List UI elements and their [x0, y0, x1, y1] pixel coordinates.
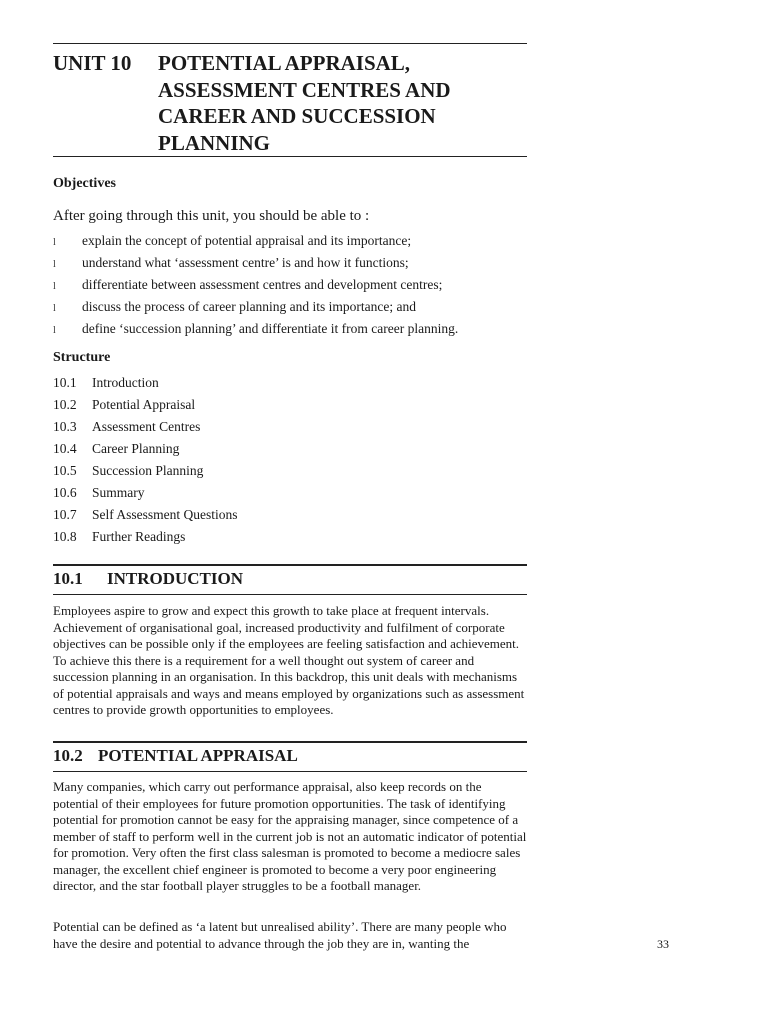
- structure-heading: Structure: [53, 350, 111, 365]
- list-item: l differentiate between assessment centres and development centres;: [53, 276, 527, 298]
- unit-header: [53, 43, 527, 157]
- unit-title: POTENTIAL APPRAISAL, ASSESSMENT CENTRES AND CAREER AND SUCCESSION PLANNING: [158, 51, 451, 155]
- bullet-icon: l: [53, 281, 56, 292]
- list-item: l define ‘succession planning’ and differentiate it from career planning.: [53, 320, 527, 342]
- introduction-paragraph: Employees aspire to grow and expect this growth to take place at frequent intervals. Achievement of organisational goal, increased productivity and fulfilment of corporate objectives can be possible only if the employees are feeling satisfaction and achievement. To achieve this there is a requirement for a well thought out system of career and succession planning in an organisation. In this backdrop, this unit deals with mechanisms of potential appraisals and ways and means employed by organizations such as assessment centres to provide growth opportunities to employees.: [53, 603, 525, 717]
- structure-item: 10.8 Further Readings: [53, 529, 186, 544]
- structure-item: 10.1 Introduction: [53, 375, 159, 390]
- bullet-icon: l: [53, 325, 56, 336]
- objectives-heading: Objectives: [53, 176, 116, 191]
- list-item: l explain the concept of potential appraisal and its importance;: [53, 232, 527, 254]
- bullet-icon: l: [53, 303, 56, 314]
- structure-item: 10.4 Career Planning: [53, 441, 180, 456]
- section-heading-introduction: 10.1 INTRODUCTION: [53, 564, 527, 595]
- list-item: l understand what ‘assessment centre’ is and how it functions;: [53, 254, 527, 276]
- structure-item: 10.3 Assessment Centres: [53, 419, 201, 434]
- list-item: l discuss the process of career planning and its importance; and: [53, 298, 527, 320]
- objectives-list: [53, 232, 527, 342]
- unit-number: UNIT 10: [53, 51, 132, 75]
- objectives-intro: After going through this unit, you should be able to :: [53, 208, 370, 224]
- potential-definition-paragraph: Potential can be defined as ‘a latent but unrealised ability’. There are many people who have the desire and potential to advance through the job they are in, wanting the: [53, 919, 507, 951]
- structure-item: 10.6 Summary: [53, 485, 145, 500]
- potential-appraisal-paragraph: Many companies, which carry out performance appraisal, also keep records on the potential of their employees for future promotion opportunities. The task of identifying potential for promotion cannot be easy for the appraising manager, since competence of a member of staff to perform well in the current job is not an automatic indicator of potential for promotion. Very often the first class salesman is promoted to become a mediocre sales manager, the excellent chief engineer is promoted to become a very poor engineering director, and the star football player struggles to be a football manager.: [53, 779, 527, 893]
- bullet-icon: l: [53, 237, 56, 248]
- bullet-icon: l: [53, 259, 56, 270]
- structure-item: 10.5 Succession Planning: [53, 463, 204, 478]
- structure-item: 10.7 Self Assessment Questions: [53, 507, 238, 522]
- section-heading-potential-appraisal: 10.2 POTENTIAL APPRAISAL: [53, 741, 527, 772]
- page-number: 33: [657, 937, 669, 951]
- structure-list: [53, 374, 527, 550]
- structure-item: 10.2 Potential Appraisal: [53, 397, 196, 412]
